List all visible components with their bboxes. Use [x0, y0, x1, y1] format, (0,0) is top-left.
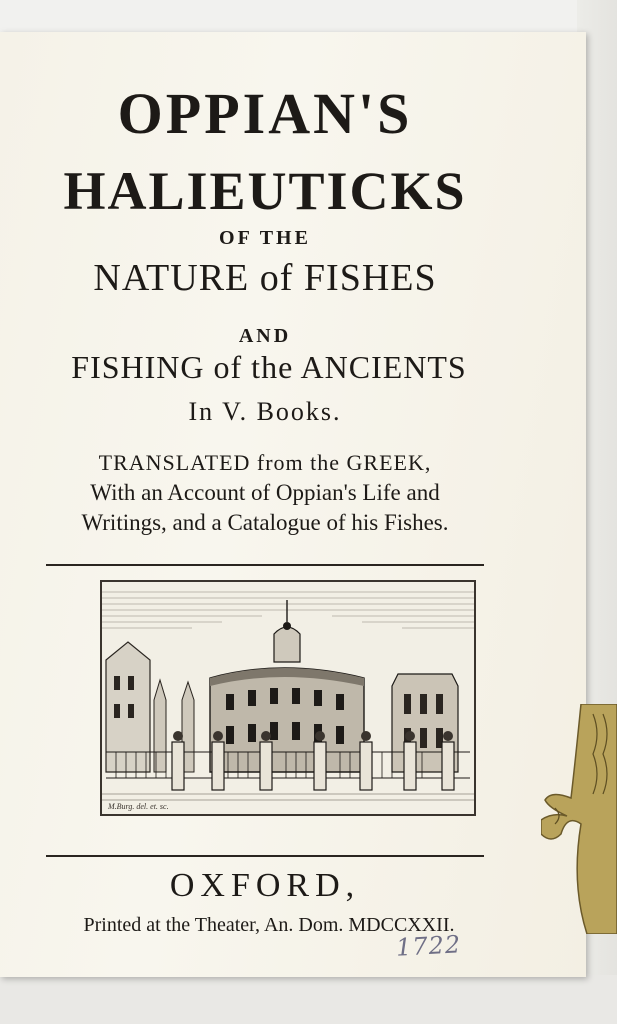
top-rule: [46, 564, 484, 566]
sheldonian-engraving-image: [100, 580, 476, 816]
subtitle-nature: NATURE of FISHES: [93, 257, 437, 299]
backdrop-bottom: [0, 975, 617, 1024]
subtitle-of-the: OF THE: [219, 227, 311, 249]
subtitle-fishing: FISHING of the ANCIENTS: [71, 349, 467, 385]
imprint-line: Printed at the Theater, An. Dom. MDCCXXII.: [83, 914, 455, 936]
account-line-1: With an Account of Oppian's Life and: [90, 480, 440, 505]
author-name: OPPIAN'S: [117, 81, 413, 146]
brass-clasp-icon: [541, 704, 617, 934]
imprint-place: OXFORD,: [169, 867, 361, 904]
translated-line: TRANSLATED from the GREEK,: [98, 450, 432, 475]
title-page: [0, 32, 586, 977]
book-title: HALIEUTICKS: [63, 161, 467, 221]
bottom-rule: [46, 855, 484, 857]
account-line-2: Writings, and a Catalogue of his Fishes.: [81, 510, 449, 535]
books-count: In V. Books.: [188, 397, 342, 426]
pencil-date-note: 1722: [395, 930, 462, 962]
engraving-caption: M.Burg. del. et. sc.: [108, 802, 169, 811]
subtitle-and: AND: [238, 325, 292, 347]
